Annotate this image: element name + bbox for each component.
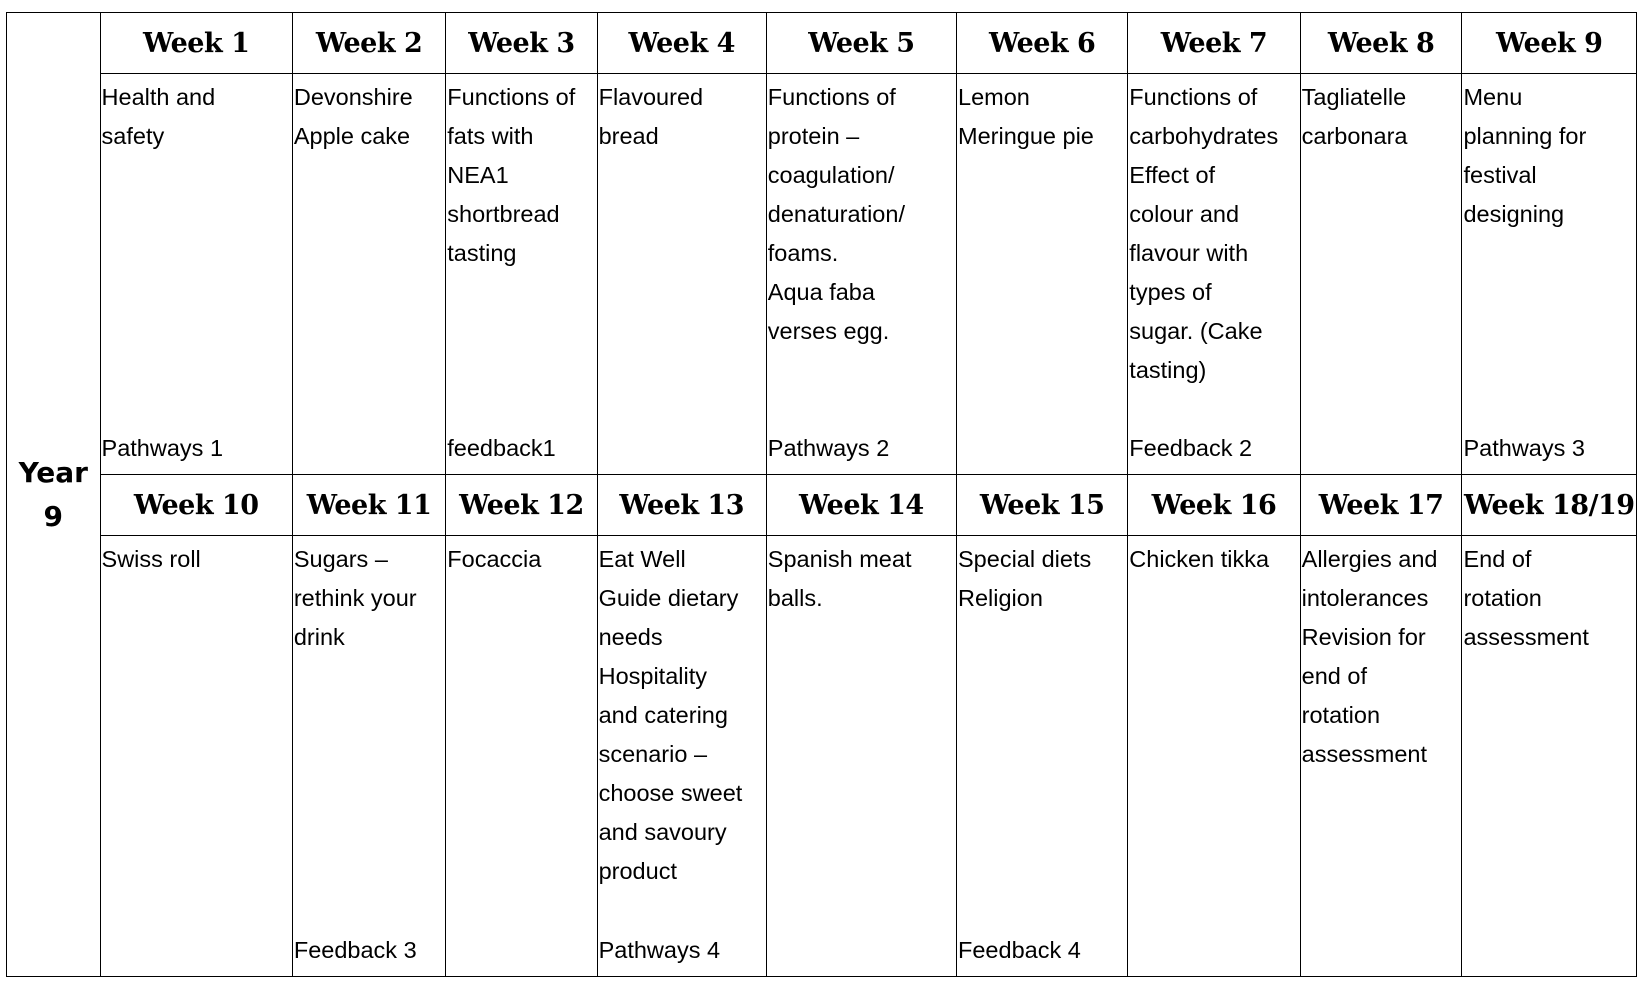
week-footer: Pathways 1: [101, 435, 224, 461]
week-header: Week 15: [957, 475, 1128, 536]
week-cell: [597, 74, 766, 475]
week-content: Functions of carbohydrates Effect of colour and flavour with types of sugar. (Cake tasting): [1129, 84, 1279, 383]
week-header: Week 7: [1128, 13, 1300, 74]
week-content: Eat Well Guide dietary needs Hospitality and catering scenario – choose sweet and savoury product: [598, 546, 743, 884]
header-row-1: [7, 13, 1637, 74]
week-content: Spanish meat balls.: [767, 546, 912, 611]
week-footer: Pathways 3: [1463, 435, 1585, 461]
week-footer: Pathways 4: [598, 937, 721, 963]
week-cell: [957, 74, 1128, 475]
week-header: Week 6: [957, 13, 1128, 74]
content-row-1: [7, 74, 1637, 475]
week-header: Week 4: [597, 13, 766, 74]
week-cell: [446, 536, 597, 977]
week-content: Functions of protein – coagulation/ denaturation/ foams. Aqua faba verses egg.: [767, 84, 905, 344]
week-content: Sugars – rethink your drink: [293, 546, 417, 650]
week-content: Menu planning for festival designing: [1463, 84, 1587, 227]
week-header: Week 2: [292, 13, 445, 74]
week-content: Devonshire Apple cake: [293, 84, 413, 149]
week-cell: [1128, 74, 1300, 475]
week-content: Flavoured bread: [598, 84, 704, 149]
week-content: Focaccia: [447, 546, 542, 572]
week-cell: [446, 74, 597, 475]
week-content: Swiss roll: [101, 546, 201, 572]
week-cell: [1462, 74, 1637, 475]
week-header: Week 8: [1300, 13, 1462, 74]
week-header: Week 9: [1462, 13, 1637, 74]
week-cell: [1300, 74, 1462, 475]
content-row-2: [7, 536, 1637, 977]
week-cell: [1462, 536, 1637, 977]
week-content: Lemon Meringue pie: [958, 84, 1094, 149]
week-header: Week 14: [766, 475, 956, 536]
week-footer: Pathways 2: [767, 435, 890, 461]
week-cell: [292, 536, 445, 977]
week-cell: [292, 74, 445, 475]
week-cell: [957, 536, 1128, 977]
week-content: Chicken tikka: [1129, 546, 1270, 572]
week-cell: [597, 536, 766, 977]
week-content: Tagliatelle carbonara: [1301, 84, 1408, 149]
week-content: End of rotation assessment: [1463, 546, 1589, 650]
week-header: Week 5: [766, 13, 956, 74]
week-cell: [100, 74, 292, 475]
week-cell: [1128, 536, 1300, 977]
week-header: Week 17: [1300, 475, 1462, 536]
week-footer: Feedback 3: [293, 937, 417, 963]
week-cell: [100, 536, 292, 977]
year-label-cell: [7, 13, 101, 977]
week-footer: feedback1: [447, 435, 556, 461]
year-9-rotation-plan-table: [6, 12, 1637, 977]
week-content: Functions of fats with NEA1 shortbread tasting: [447, 84, 576, 266]
year-label: Year 9: [18, 455, 88, 533]
week-header: Week 18/19: [1462, 475, 1637, 536]
week-footer: Feedback 2: [1129, 435, 1253, 461]
week-cell: [766, 536, 956, 977]
week-header: Week 11: [292, 475, 445, 536]
week-footer: Feedback 4: [958, 937, 1081, 963]
week-header: Week 13: [597, 475, 766, 536]
week-content: Health and safety: [101, 84, 216, 149]
week-content: Special diets Religion: [958, 546, 1092, 611]
week-content: Allergies and intolerances Revision for end of rotation assessment: [1301, 546, 1438, 767]
header-row-2: [7, 475, 1637, 536]
week-header: Week 16: [1128, 475, 1300, 536]
week-cell: [1300, 536, 1462, 977]
week-header: Week 12: [446, 475, 597, 536]
week-header: Week 10: [100, 475, 292, 536]
week-header: Week 3: [446, 13, 597, 74]
week-header: Week 1: [100, 13, 292, 74]
week-cell: [766, 74, 956, 475]
